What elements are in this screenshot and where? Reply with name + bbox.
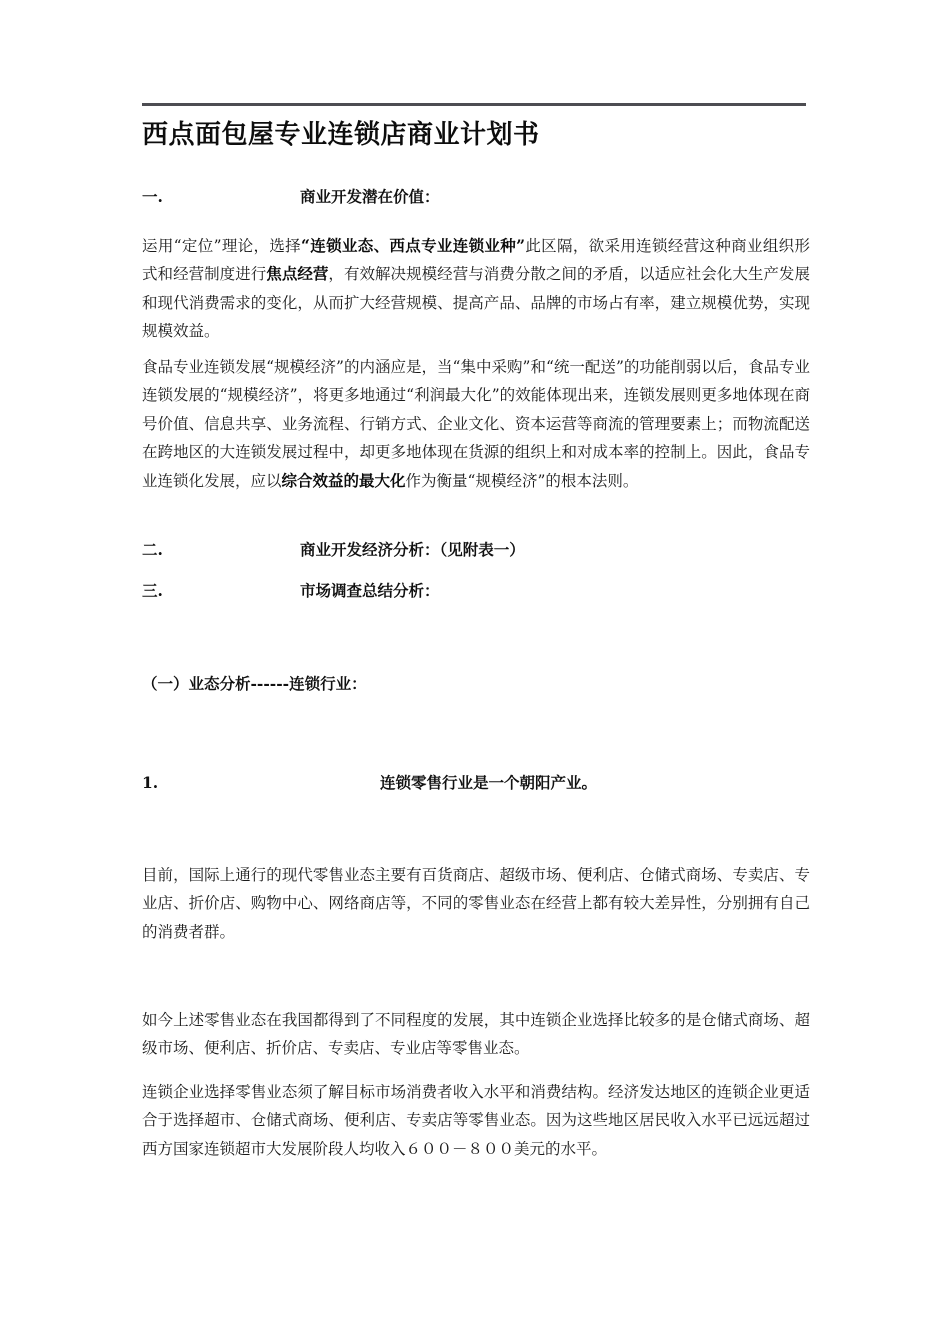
heading-subsection-1: （一）业态分析------连锁行业： — [142, 674, 367, 693]
paragraph-2 — [142, 353, 810, 495]
paragraph-3: 目前，国际上通行的现代零售业态主要有百货商店、超级市场、便利店、仓储式商场、专卖店、专业店、折价店、购物中心、网络商店等，不同的零售业态在经营上都有较大差异性，分别拥有自己的消费者群。 — [142, 866, 810, 941]
heading-section-1 — [142, 186, 842, 208]
paragraph-1-bold-1: “连锁业态、西点专业连锁业种” — [301, 236, 525, 255]
heading-text-2: 商业开发经济分析：（见附表一） — [300, 540, 525, 559]
heading-item-1 — [142, 772, 842, 794]
paragraph-1-seg-3: ，有效解决规模经营与消费分散之间的矛盾，以适应社会化大生产发展和现代消费需求的变化，从而扩大经营规模、提高产品、品牌的市场占有率，建立规模优势，实现规模效益。 — [142, 265, 810, 341]
paragraph-1-seg-1: 运用“定位”理论，选择 — [142, 237, 302, 255]
heading-text-1: 商业开发潜在价值： — [300, 187, 440, 206]
page-title: 西点面包屋专业连锁店商业计划书 — [142, 120, 540, 150]
heading-marker-3: 三. — [142, 581, 163, 600]
paragraph-1-bold-2: 焦点经营 — [266, 264, 329, 284]
heading-section-3 — [142, 580, 842, 602]
paragraph-4: 如今上述零售业态在我国都得到了不同程度的发展，其中连锁企业选择比较多的是仓储式商场、超级市场、便利店、折价店、专卖店、专业店等零售业态。 — [142, 1011, 810, 1058]
heading-marker-2: 二. — [142, 540, 163, 559]
paragraph-2-seg-1: 食品专业连锁发展“规模经济”的内涵应是，当“集中采购”和“统一配送”的功能削弱以后，食品专业连锁发展的“规模经济”，将更多地通过“利润最大化”的效能体现出来，连锁发展则更多地体现在商号价值、信息共享、业务流程、行销方式、企业文化、资本运营等商流的管理要素上；而物流配送在跨地区的大连锁发展过程中，却更多地体现在货源的组织上和对成本率的控制上。因此，食品专业连锁化发展，应以 — [142, 358, 810, 490]
paragraph-5: 连锁企业选择零售业态须了解目标市场消费者收入水平和消费结构。经济发达地区的连锁企业更适合于选择超市、仓储式商场、便利店、专卖店等零售业态。因为这些地区居民收入水平已远远超过西方国家连锁超市大发展阶段人均收入６００－８００美元的水平。 — [142, 1083, 810, 1158]
heading-marker-item-1: 1. — [142, 773, 159, 792]
paragraph-2-bold-1: 综合效益的最大化 — [281, 470, 406, 490]
heading-text-item-1: 连锁零售行业是一个朝阳产业。 — [380, 773, 598, 792]
heading-section-2 — [142, 539, 842, 561]
paragraph-2-seg-2: 作为衡量“规模经济”的根本法则。 — [405, 471, 639, 490]
header-rule — [142, 103, 806, 106]
heading-text-3: 市场调查总结分析： — [300, 581, 440, 600]
heading-marker-1: 一. — [142, 187, 163, 206]
paragraph-1 — [142, 232, 810, 346]
paragraph-1-seg-2: 此区隔，欲采用连锁经营这种商业组织形式和经营制度进行 — [142, 237, 810, 284]
